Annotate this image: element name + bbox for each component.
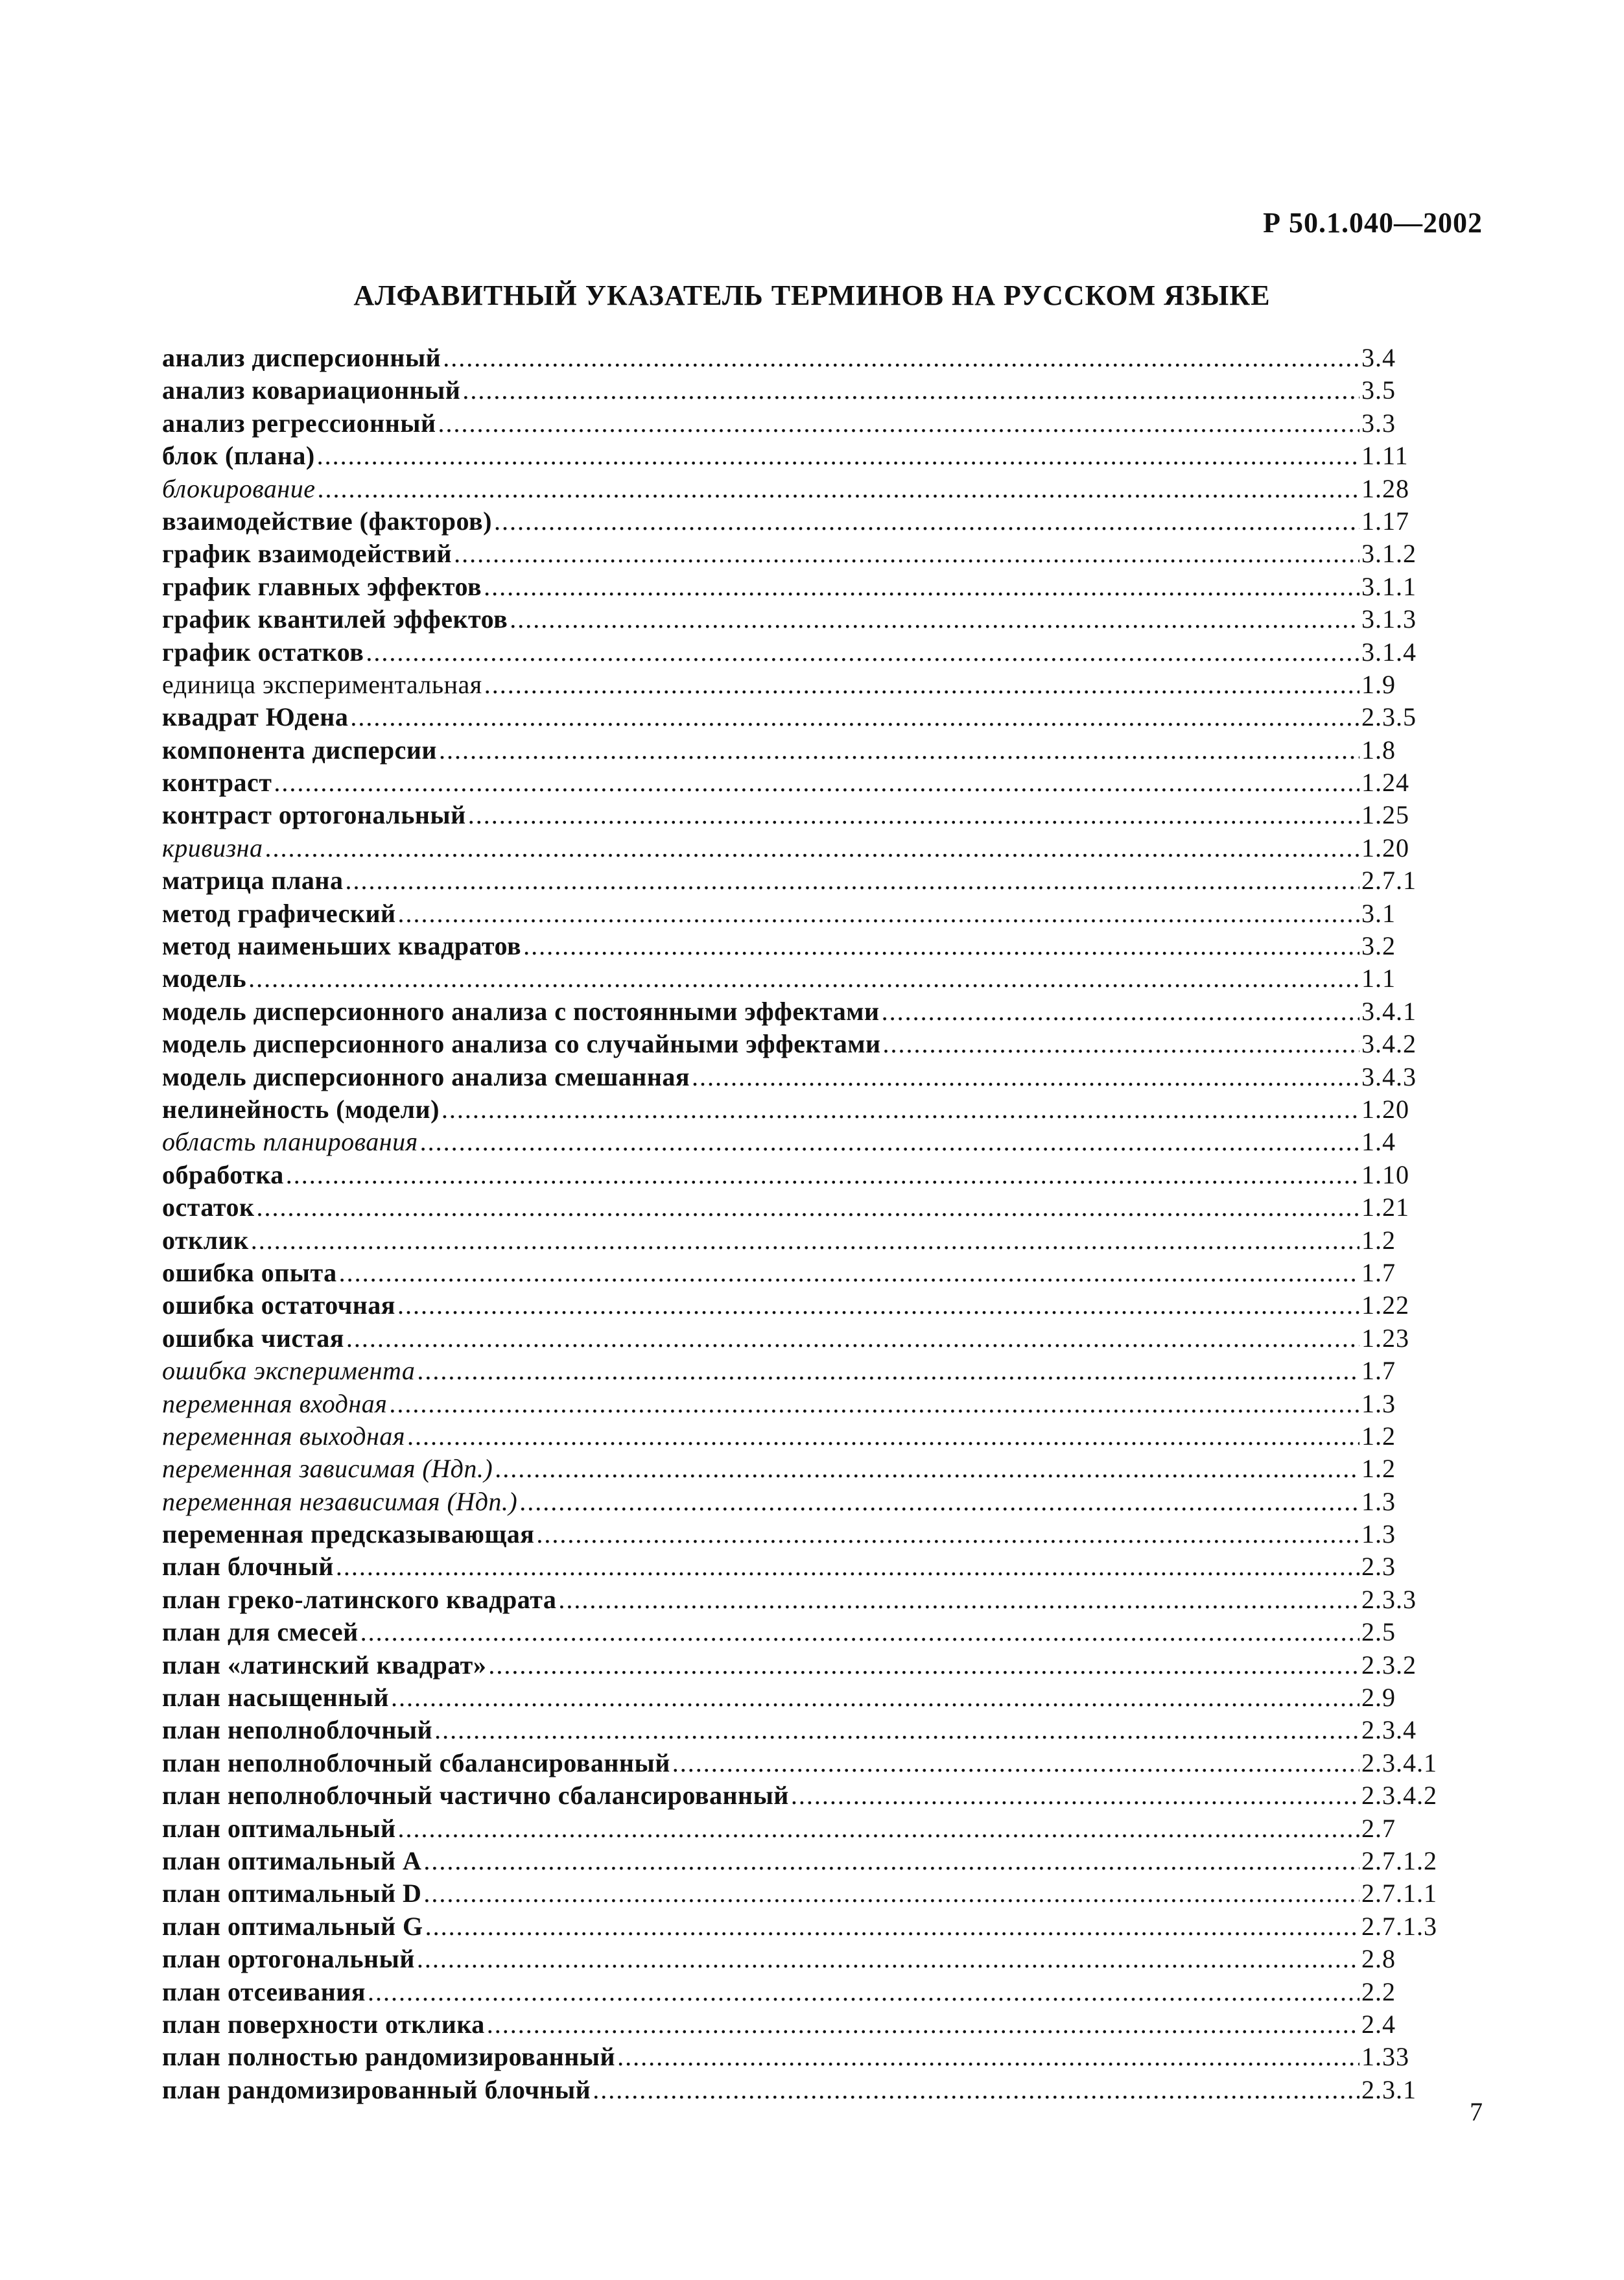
index-entry: [162, 342, 1491, 374]
index-reference: 2.3.1: [1361, 2074, 1417, 2104]
index-reference: 1.3: [1361, 1519, 1396, 1549]
dot-leader: [425, 1910, 1359, 1943]
index-reference: 2.4: [1361, 2009, 1396, 2039]
index-entry: [162, 473, 1491, 505]
index-term: план оптимальный G: [162, 1911, 423, 1941]
index-term: контраст ортогональный: [162, 800, 466, 830]
index-entry: [162, 407, 1491, 440]
dot-leader: [484, 669, 1359, 701]
index-entry: [162, 930, 1491, 962]
index-entry: [162, 440, 1491, 472]
index-entry: [162, 1061, 1491, 1093]
index-term: план ортогональный: [162, 1944, 415, 1974]
index-entry: [162, 799, 1491, 831]
index-reference: 1.8: [1361, 735, 1396, 765]
index-term: план неполноблочный сбалансированный: [162, 1748, 670, 1777]
index-entry: [162, 1714, 1491, 1746]
index-term: метод наименьших квадратов: [162, 931, 522, 961]
dot-leader: [345, 864, 1359, 897]
index-term: переменная выходная: [162, 1421, 405, 1451]
index-term: матрица плана: [162, 866, 344, 896]
index-entry: [162, 1877, 1491, 1910]
index-reference: 3.1.1: [1361, 571, 1417, 601]
index-entry: [162, 1224, 1491, 1257]
index-entry: [162, 374, 1491, 407]
index-reference: 3.1.2: [1361, 539, 1417, 569]
dot-leader: [286, 1159, 1359, 1191]
index-reference: 1.7: [1361, 1356, 1396, 1386]
index-entry: [162, 1910, 1491, 1943]
index-term: план отсеивания: [162, 1977, 366, 2006]
index-term: взаимодействие (факторов): [162, 506, 492, 536]
dot-leader: [462, 374, 1359, 407]
dot-leader: [454, 538, 1359, 570]
index-reference: 2.8: [1361, 1944, 1396, 1974]
index-reference: 3.4: [1361, 343, 1396, 372]
index-term: переменная независимая (Ндп.): [162, 1486, 518, 1516]
index-entry: [162, 2008, 1491, 2041]
index-term: переменная входная: [162, 1388, 388, 1418]
dot-leader: [397, 1289, 1359, 1322]
dot-leader: [617, 2041, 1359, 2073]
index-reference: 1.1: [1361, 964, 1396, 993]
index-term: квадрат Юдена: [162, 702, 349, 732]
index-term: контраст: [162, 768, 272, 798]
index-entry: [162, 1453, 1491, 1485]
index-entry: [162, 603, 1491, 635]
dot-leader: [791, 1779, 1359, 1812]
index-reference: 1.3: [1361, 1486, 1396, 1516]
index-term: план поверхности отклика: [162, 2009, 485, 2039]
dot-leader: [494, 505, 1359, 538]
index-reference: 3.1.4: [1361, 637, 1417, 667]
dot-leader: [423, 1845, 1359, 1877]
index-term: анализ регрессионный: [162, 408, 436, 438]
dot-leader: [391, 1681, 1359, 1714]
index-reference: 1.25: [1361, 800, 1409, 830]
index-term: анализ ковариационный: [162, 375, 461, 405]
index-term: модель дисперсионного анализа со случайными эффектами: [162, 1029, 881, 1059]
index-term: обработка: [162, 1159, 284, 1189]
index-term: план рандомизированный блочный: [162, 2074, 591, 2104]
dot-leader: [558, 1584, 1359, 1616]
dot-leader: [593, 2074, 1359, 2106]
dot-leader: [495, 1453, 1359, 1485]
index-entry: [162, 2074, 1491, 2106]
index-term: план насыщенный: [162, 1683, 389, 1713]
index-term: переменная зависимая (Ндп.): [162, 1454, 493, 1484]
index-term: нелинейность (модели): [162, 1094, 440, 1124]
index-reference: 2.7.1.3: [1361, 1911, 1437, 1941]
index-entry: [162, 1486, 1491, 1518]
index-term: кривизна: [162, 833, 263, 862]
index-entry: [162, 571, 1491, 603]
index-entry: [162, 2041, 1491, 2073]
index-term: переменная предсказывающая: [162, 1519, 535, 1549]
dot-leader: [536, 1518, 1359, 1550]
index-reference: 2.3.4: [1361, 1715, 1417, 1745]
index-entry: [162, 995, 1491, 1028]
index-reference: 1.28: [1361, 473, 1409, 503]
dot-leader: [336, 1550, 1359, 1583]
dot-leader: [366, 636, 1359, 669]
dot-leader: [519, 1486, 1359, 1518]
index-reference: 1.7: [1361, 1257, 1396, 1287]
index-reference: 1.2: [1361, 1225, 1396, 1255]
index-reference: 3.4.2: [1361, 1029, 1417, 1059]
dot-leader: [257, 1191, 1359, 1224]
index-term: план полностью рандомизированный: [162, 2042, 616, 2072]
index-term: ошибка остаточная: [162, 1290, 395, 1320]
dot-leader: [423, 1877, 1359, 1910]
index-term: план неполноблочный частично сбалансированный: [162, 1781, 789, 1811]
dot-leader: [417, 1943, 1359, 1975]
index-entry: [162, 505, 1491, 538]
term-index-list: [162, 342, 1491, 2106]
index-term: блокирование: [162, 473, 316, 503]
index-term: анализ дисперсионный: [162, 343, 441, 372]
index-entry: [162, 1257, 1491, 1289]
index-entry: [162, 636, 1491, 669]
dot-leader: [251, 1224, 1359, 1257]
dot-leader: [420, 1126, 1359, 1158]
dot-leader: [389, 1388, 1359, 1420]
index-term: план оптимальный: [162, 1813, 396, 1843]
dot-leader: [417, 1355, 1359, 1387]
index-reference: 1.23: [1361, 1323, 1409, 1353]
index-entry: [162, 538, 1491, 570]
dot-leader: [317, 440, 1359, 472]
dot-leader: [248, 962, 1359, 995]
index-entry: [162, 1976, 1491, 2008]
index-reference: 1.21: [1361, 1193, 1409, 1222]
dot-leader: [883, 1028, 1359, 1060]
index-term: модель дисперсионного анализа с постоянными эффектами: [162, 996, 880, 1026]
index-term: график главных эффектов: [162, 571, 482, 601]
index-reference: 2.3.3: [1361, 1584, 1417, 1614]
index-entry: [162, 1191, 1491, 1224]
index-reference: 1.9: [1361, 669, 1396, 699]
index-term: отклик: [162, 1225, 249, 1255]
index-reference: 1.20: [1361, 833, 1409, 862]
dot-leader: [672, 1747, 1359, 1779]
index-reference: 2.7.1.2: [1361, 1846, 1437, 1875]
index-entry: [162, 1943, 1491, 1975]
dot-leader: [434, 1714, 1359, 1746]
index-reference: 1.3: [1361, 1388, 1396, 1418]
index-entry: [162, 1159, 1491, 1191]
index-reference: 2.5: [1361, 1617, 1396, 1647]
index-entry: [162, 1779, 1491, 1812]
index-entry: [162, 962, 1491, 995]
index-reference: 1.17: [1361, 506, 1409, 536]
index-reference: 2.3.4.1: [1361, 1748, 1437, 1777]
index-entry: [162, 1649, 1491, 1681]
index-term: блок (плана): [162, 441, 315, 471]
index-reference: 3.1.3: [1361, 604, 1417, 634]
index-reference: 2.3.4.2: [1361, 1781, 1437, 1811]
index-reference: 2.9: [1361, 1683, 1396, 1713]
dot-leader: [882, 995, 1359, 1028]
dot-leader: [350, 701, 1359, 733]
document-code: Р 50.1.040—2002: [1263, 207, 1483, 239]
index-term: ошибка эксперимента: [162, 1356, 416, 1386]
index-entry: [162, 669, 1491, 701]
index-entry: [162, 1518, 1491, 1550]
index-reference: 2.3: [1361, 1552, 1396, 1582]
index-term: метод графический: [162, 898, 396, 928]
index-entry: [162, 766, 1491, 799]
dot-leader: [468, 799, 1359, 831]
index-entry: [162, 1812, 1491, 1845]
index-reference: 1.2: [1361, 1454, 1396, 1484]
index-entry: [162, 1681, 1491, 1714]
page-number: 7: [1470, 2097, 1483, 2126]
index-term: план оптимальный D: [162, 1879, 422, 1908]
index-entry: [162, 1845, 1491, 1877]
index-term: график квантилей эффектов: [162, 604, 508, 634]
index-entry: [162, 1126, 1491, 1158]
dot-leader: [398, 1812, 1359, 1845]
dot-leader: [346, 1322, 1359, 1355]
index-reference: 2.3.2: [1361, 1650, 1417, 1680]
index-term: ошибка чистая: [162, 1323, 344, 1353]
index-reference: 3.5: [1361, 375, 1396, 405]
index-entry: [162, 1747, 1491, 1779]
index-entry: [162, 701, 1491, 733]
index-entry: [162, 1028, 1491, 1060]
index-reference: 1.2: [1361, 1421, 1396, 1451]
index-term: модель дисперсионного анализа смешанная: [162, 1062, 690, 1091]
dot-leader: [443, 342, 1359, 374]
index-entry: [162, 1322, 1491, 1355]
index-term: область планирования: [162, 1127, 418, 1157]
index-reference: 3.1: [1361, 898, 1396, 928]
index-entry: [162, 864, 1491, 897]
index-entry: [162, 832, 1491, 864]
dot-leader: [487, 2008, 1359, 2041]
index-entry: [162, 1289, 1491, 1322]
index-entry: [162, 897, 1491, 930]
index-term: план греко-латинского квадрата: [162, 1584, 557, 1614]
index-reference: 1.4: [1361, 1127, 1396, 1157]
index-reference: 3.4.1: [1361, 996, 1417, 1026]
index-entry: [162, 734, 1491, 766]
index-entry: [162, 1550, 1491, 1583]
index-term: ошибка опыта: [162, 1257, 337, 1287]
index-term: план неполноблочный: [162, 1715, 433, 1745]
index-reference: 3.2: [1361, 931, 1396, 961]
dot-leader: [398, 897, 1359, 930]
dot-leader: [274, 766, 1359, 799]
index-term: план «латинский квадрат»: [162, 1650, 487, 1680]
dot-leader: [523, 930, 1359, 962]
dot-leader: [339, 1257, 1359, 1289]
index-entry: [162, 1584, 1491, 1616]
index-reference: 1.33: [1361, 2042, 1409, 2072]
index-reference: 3.3: [1361, 408, 1396, 438]
dot-leader: [438, 407, 1359, 440]
index-reference: 2.2: [1361, 1977, 1396, 2006]
dot-leader: [317, 473, 1359, 505]
dot-leader: [510, 603, 1359, 635]
index-reference: 2.7: [1361, 1813, 1396, 1843]
index-reference: 1.22: [1361, 1290, 1409, 1320]
index-reference: 2.3.5: [1361, 702, 1417, 732]
dot-leader: [439, 734, 1359, 766]
index-term: компонента дисперсии: [162, 735, 437, 765]
index-reference: 1.24: [1361, 768, 1409, 798]
index-reference: 1.11: [1361, 441, 1409, 471]
dot-leader: [488, 1649, 1359, 1681]
index-entry: [162, 1616, 1491, 1648]
dot-leader: [407, 1420, 1359, 1453]
index-reference: 2.7.1: [1361, 866, 1417, 896]
index-entry: [162, 1420, 1491, 1453]
index-entry: [162, 1388, 1491, 1420]
dot-leader: [368, 1976, 1359, 2008]
index-term: график взаимодействий: [162, 539, 453, 569]
index-term: график остатков: [162, 637, 364, 667]
dot-leader: [484, 571, 1359, 603]
index-reference: 1.10: [1361, 1159, 1409, 1189]
index-term: план для смесей: [162, 1617, 359, 1647]
dot-leader: [265, 832, 1359, 864]
index-term: план оптимальный A: [162, 1846, 422, 1875]
index-reference: 2.7.1.1: [1361, 1879, 1437, 1908]
index-term: единица экспериментальная: [162, 669, 482, 699]
page-title: АЛФАВИТНЫЙ УКАЗАТЕЛЬ ТЕРМИНОВ НА РУССКОМ ЯЗЫКЕ: [353, 279, 1271, 311]
index-entry: [162, 1355, 1491, 1387]
index-term: модель: [162, 964, 247, 993]
index-reference: 1.20: [1361, 1094, 1409, 1124]
index-reference: 3.4.3: [1361, 1062, 1417, 1091]
dot-leader: [360, 1616, 1359, 1648]
dot-leader: [692, 1061, 1359, 1093]
index-entry: [162, 1093, 1491, 1126]
index-term: план блочный: [162, 1552, 334, 1582]
dot-leader: [441, 1093, 1359, 1126]
index-term: остаток: [162, 1193, 255, 1222]
